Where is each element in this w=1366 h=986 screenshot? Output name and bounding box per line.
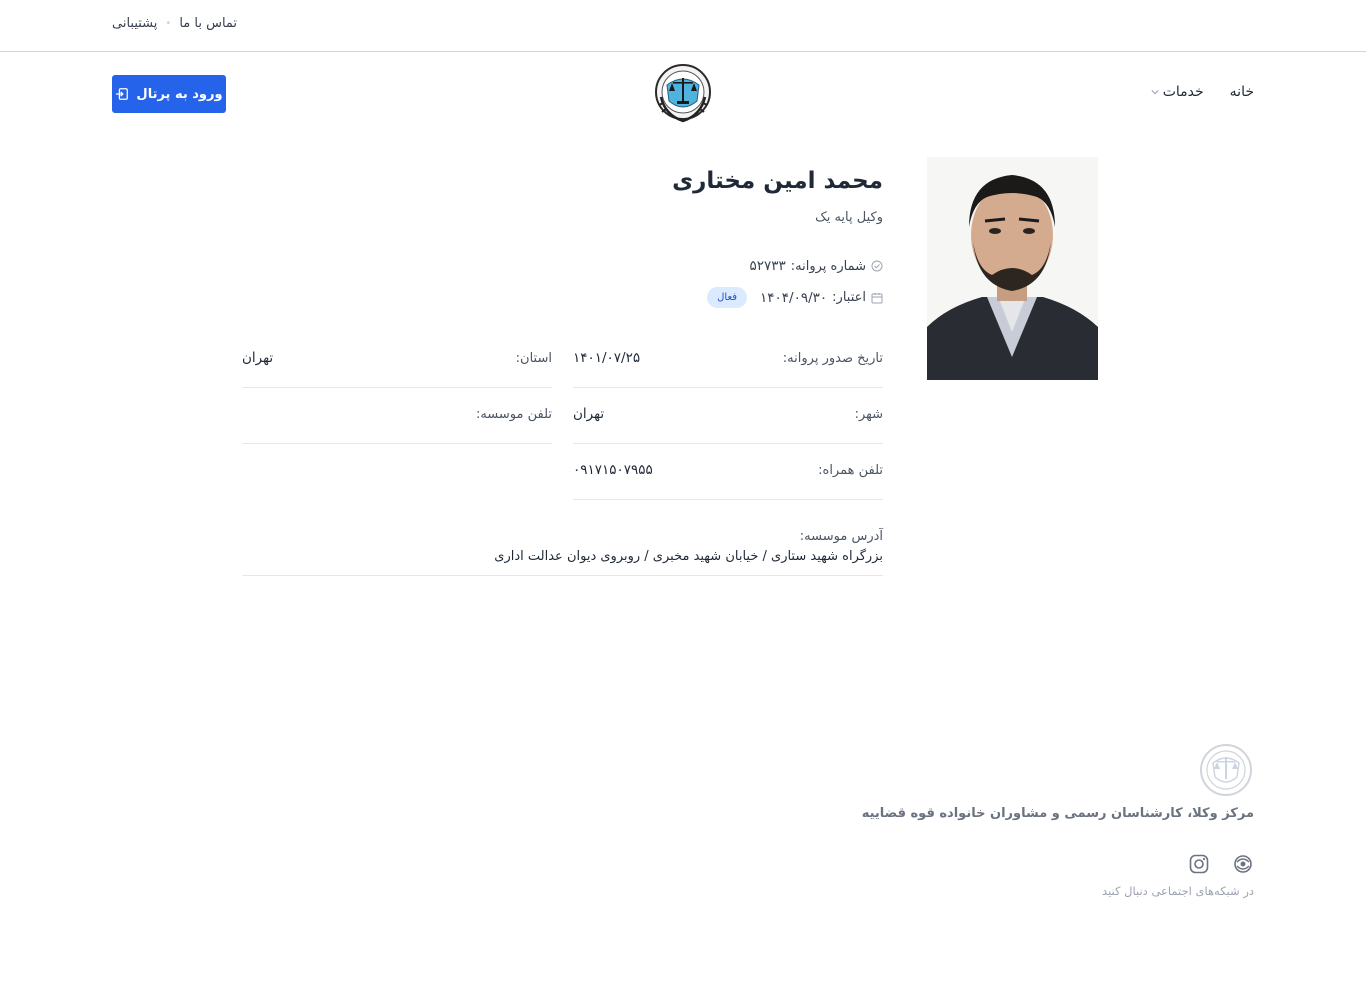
contact-link[interactable]: تماس با ما	[179, 16, 238, 31]
city-field	[573, 400, 883, 444]
mobile-field	[573, 456, 883, 500]
province-field	[242, 344, 552, 388]
office-phone-label: تلفن موسسه:	[475, 407, 552, 422]
nav-services[interactable]	[1151, 84, 1204, 100]
follow-text: در شبکه‌های اجتماعی دنبال کنید	[1102, 884, 1254, 898]
judiciary-logo-icon[interactable]	[653, 63, 713, 125]
calendar-icon	[871, 292, 883, 304]
portal-login-button[interactable]	[112, 75, 226, 113]
nav-menu	[1151, 84, 1254, 100]
nav-services-label: خدمات	[1162, 84, 1204, 100]
mobile-label: تلفن همراه:	[818, 463, 883, 478]
license-row	[749, 258, 883, 274]
lawyer-photo	[927, 157, 1098, 380]
city-value: تهران	[573, 406, 605, 422]
lawyer-rank: وکیل پایه یک	[815, 210, 883, 225]
address-field	[242, 527, 883, 576]
status-badge: فعال	[707, 287, 747, 308]
portal-login-label: ورود به پرتال	[136, 86, 223, 102]
address-label: آدرس موسسه:	[799, 529, 883, 544]
validity-label: اعتبار:	[832, 290, 866, 305]
province-label: استان:	[515, 351, 552, 366]
issue-date-value: ۱۴۰۱/۰۷/۲۵	[573, 350, 641, 366]
validity-row	[707, 287, 883, 308]
check-circle-icon	[871, 260, 883, 272]
office-phone-field	[242, 400, 552, 444]
top-links	[112, 16, 237, 31]
license-number: ۵۲۷۳۳	[749, 258, 786, 274]
lawyer-name: محمد امین مختاری	[672, 168, 883, 194]
city-label: شهر:	[854, 407, 883, 422]
issue-date-label: تاریخ صدور پروانه:	[782, 351, 883, 366]
bale-icon[interactable]	[1232, 853, 1254, 875]
profile-photo-icon	[927, 157, 1098, 380]
separator-dot: •	[165, 18, 172, 29]
mobile-value: ۰۹۱۷۱۵۰۷۹۵۵	[573, 462, 653, 478]
issue-date-field	[573, 344, 883, 388]
nav-home[interactable]: خانه	[1229, 84, 1254, 100]
footer-title: مرکز وکلا، کارشناسان رسمی و مشاوران خانواده قوه قضاییه	[861, 806, 1254, 821]
address-value: بزرگراه شهید ستاری / خیابان شهید مخبری / روبروی دیوان عدالت اداری	[494, 549, 883, 564]
support-link[interactable]: پشتیبانی	[112, 16, 158, 31]
social-links	[1188, 853, 1254, 875]
validity-date: ۱۴۰۴/۰۹/۳۰	[760, 289, 828, 306]
province-value: تهران	[242, 350, 274, 366]
main-nav	[0, 52, 1366, 136]
instagram-icon[interactable]	[1188, 853, 1210, 875]
login-icon	[115, 87, 129, 101]
footer-logo-icon	[1199, 743, 1253, 797]
chevron-down-icon	[1151, 88, 1159, 96]
top-bar	[0, 0, 1366, 52]
license-label: شماره پروانه:	[790, 258, 866, 274]
